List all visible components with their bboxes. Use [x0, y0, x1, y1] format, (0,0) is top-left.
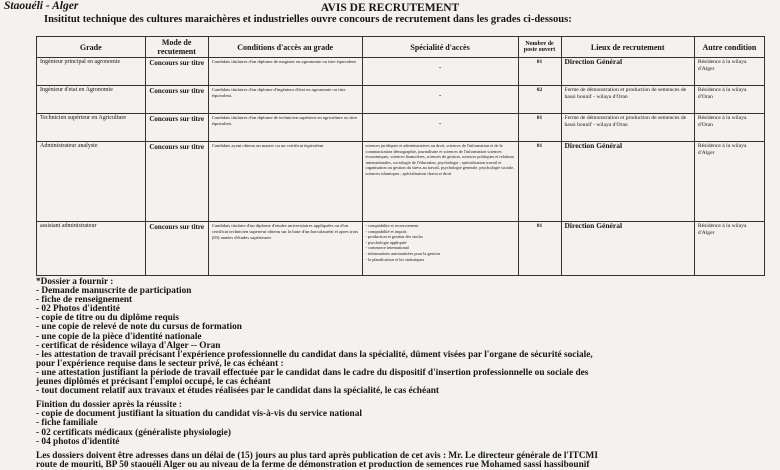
notice-title: AVIS DE RECRUTEMENT [320, 2, 460, 14]
table-header-row [37, 37, 765, 58]
list-item: jeunes diplômés et précisant l'emploi occupé, le cas échéant [36, 377, 271, 388]
cell-grade: assistant administrateur [37, 222, 146, 276]
list-item: - une copie de relevé de note du cursus de formation [36, 322, 242, 333]
cell-autre: Résidence à la wilaya d'Oran [694, 86, 764, 114]
recruitment-table [36, 36, 765, 276]
cell-postes: 01 [518, 142, 561, 222]
notice-body [36, 278, 776, 470]
location-label: Staouéli - Alger [4, 0, 79, 12]
finition-heading: Finition du dossier après la réussite : [36, 400, 183, 411]
col-header-conditions: Conditions d'accès au grade [208, 37, 362, 58]
cell-autre: Résidence à la wilaya d'Alger [694, 222, 764, 276]
cell-autre: Résidence à la wilaya d'Alger [694, 142, 764, 222]
table-row [37, 114, 765, 142]
list-item: - une attestation justifiant la période de travail effectuée par le candidat dans le cadre du dispositif d'insertion professionnelle ou sociale des [36, 367, 589, 378]
table-row [37, 142, 765, 222]
cell-conditions: Candidats titulaires d'un diplome d'ingénieur d'état en agronomie ou titre équivalent. [208, 86, 362, 114]
table-row [37, 222, 765, 276]
cell-postes: 02 [518, 86, 561, 114]
list-item: - les attestation de travail précisant l'expérience professionnelle du candidat dans la spécialité, dûment visées par l'organe de sécurité sociale, [36, 349, 593, 360]
cell-lieu: Ferme de démonstration et production de semences de hassi bounif - wilaya d'Oran [561, 86, 694, 114]
cell-grade: Administrateur analyste [37, 142, 146, 222]
list-item: - copie de document justifiant la situation du candidat vis-à-vis du service national [36, 409, 362, 420]
cell-conditions: Candidats titulaire d'un diplome d'etudes universitaires appliquées ou d'un certificat technicien superieur obtenu sur la base d'un baccalauréat et apres trois (03) années d'études supérieures [208, 222, 362, 276]
cell-specialite: - [362, 86, 518, 114]
list-item: - certificat de résidence wilaya d'Alger -- Oran [36, 340, 221, 351]
cell-specialite: - [362, 114, 518, 142]
cell-grade: Ingénieur principal en agronomie [37, 58, 146, 86]
list-item: - copie de titre ou du diplôme requis [36, 313, 179, 324]
cell-mode: Concours sur titre [145, 222, 208, 276]
list-item: - une copie de la pièce d'identité nationale [36, 331, 202, 342]
cell-lieu: Direction Général [561, 142, 694, 222]
col-header-postes: Nombre de poste ouvert [518, 37, 561, 58]
footer-line: route de mouriti, BP 50 staouéli Alger ou au niveau de la ferme de démonstration et production de semences rue Mohamed sassi hassibounif [36, 459, 590, 470]
cell-conditions: Candidats titulaires d'un diplome de technicien supérieur en agriculture ou titre équivalent. [208, 114, 362, 142]
list-item: - 02 certificats médicaux (généraliste physiologie) [36, 427, 231, 438]
dossier-heading: *Dossier a fournir : [36, 277, 114, 287]
cell-specialite: sciences juridiques et administratives ou droit, sciences de l'information et de la communication démographie, journalisme et sciences de l'information sciences économiques, sciences financières, sciences de gestion, sciences politiques et relations internationales, sociologie de l'éducation, psychologie : spécialisation travail et organisation ou gestion du stress au travail, psychologie generale, psychologie sociale, sciences islamiques ; spécialisation charia et droit [362, 142, 518, 222]
cell-postes: 01 [518, 114, 561, 142]
cell-grade: Technicien supérieur en Agriculture [37, 114, 146, 142]
cell-lieu: Direction Général [561, 222, 694, 276]
list-item: - fiche familiale [36, 418, 98, 429]
cell-grade: Ingénieur d'etat en Agronomie [37, 86, 146, 114]
cell-specialite: - [362, 58, 518, 86]
list-item: - 02 Photos d'identité [36, 304, 120, 315]
cell-postes: 01 [518, 222, 561, 276]
col-header-mode: Mode de recutement [145, 37, 208, 58]
cell-lieu: Direction Général [561, 58, 694, 86]
list-item: - tout document relatif aux travaux et études réalisées par le candidat dans la spécialité, le cas échéant [36, 386, 439, 397]
table-row [37, 86, 765, 114]
cell-conditions: Candidats titulaires d'un diplome de magister en agronomie ou titre équivalent [208, 58, 362, 86]
cell-mode: Concours sur titre [145, 86, 208, 114]
cell-mode: Concours sur titre [145, 142, 208, 222]
cell-specialite: - comptabilite et recouvrement - comptabilité et impots - production et gestion des stocks - psychologie appliquée - commerce international - informations automatisées pour la gestion - la planification et les statistiques [362, 222, 518, 276]
col-header-grade: Grade [37, 37, 146, 58]
col-header-specialite: Spécialité d'accès [362, 37, 518, 58]
intro-text: Insititut technique des cultures maraichères et industrielles ouvre concours de recrutement dans les grades ci-dessous: [44, 14, 572, 25]
col-header-lieu: Lieux de recrutement [561, 37, 694, 58]
table-row [37, 58, 765, 86]
col-header-autre: Autre condition [694, 37, 764, 58]
cell-autre: Résidence à la wilaya d'Oran [694, 114, 764, 142]
list-item: - fiche de renseignement [36, 295, 133, 306]
list-item: - Demande manuscrite de participation [36, 286, 192, 297]
cell-autre: Résidence à la wilaya d'Alger [694, 58, 764, 86]
cell-conditions: Candidats ayant obtenu un master ou un certificat équivalent [208, 142, 362, 222]
cell-lieu: Ferme de démonstration et production de semences de hassi bounif - wilaya d'Oran [561, 114, 694, 142]
footer-line: Les dossiers doivent être adresses dans un délai de (15) jours au plus tard après publication de cet avis : Mr. Le directeur générale de l'ITCMI [36, 450, 598, 461]
cell-mode: Concours sur titre [145, 114, 208, 142]
cell-postes: 01 [518, 58, 561, 86]
list-item: pour l'expérience requise dans le secteur privé, le cas échéant : [36, 358, 284, 369]
list-item: - 04 photos d'identité [36, 436, 120, 447]
cell-mode: Concours sur titre [145, 58, 208, 86]
